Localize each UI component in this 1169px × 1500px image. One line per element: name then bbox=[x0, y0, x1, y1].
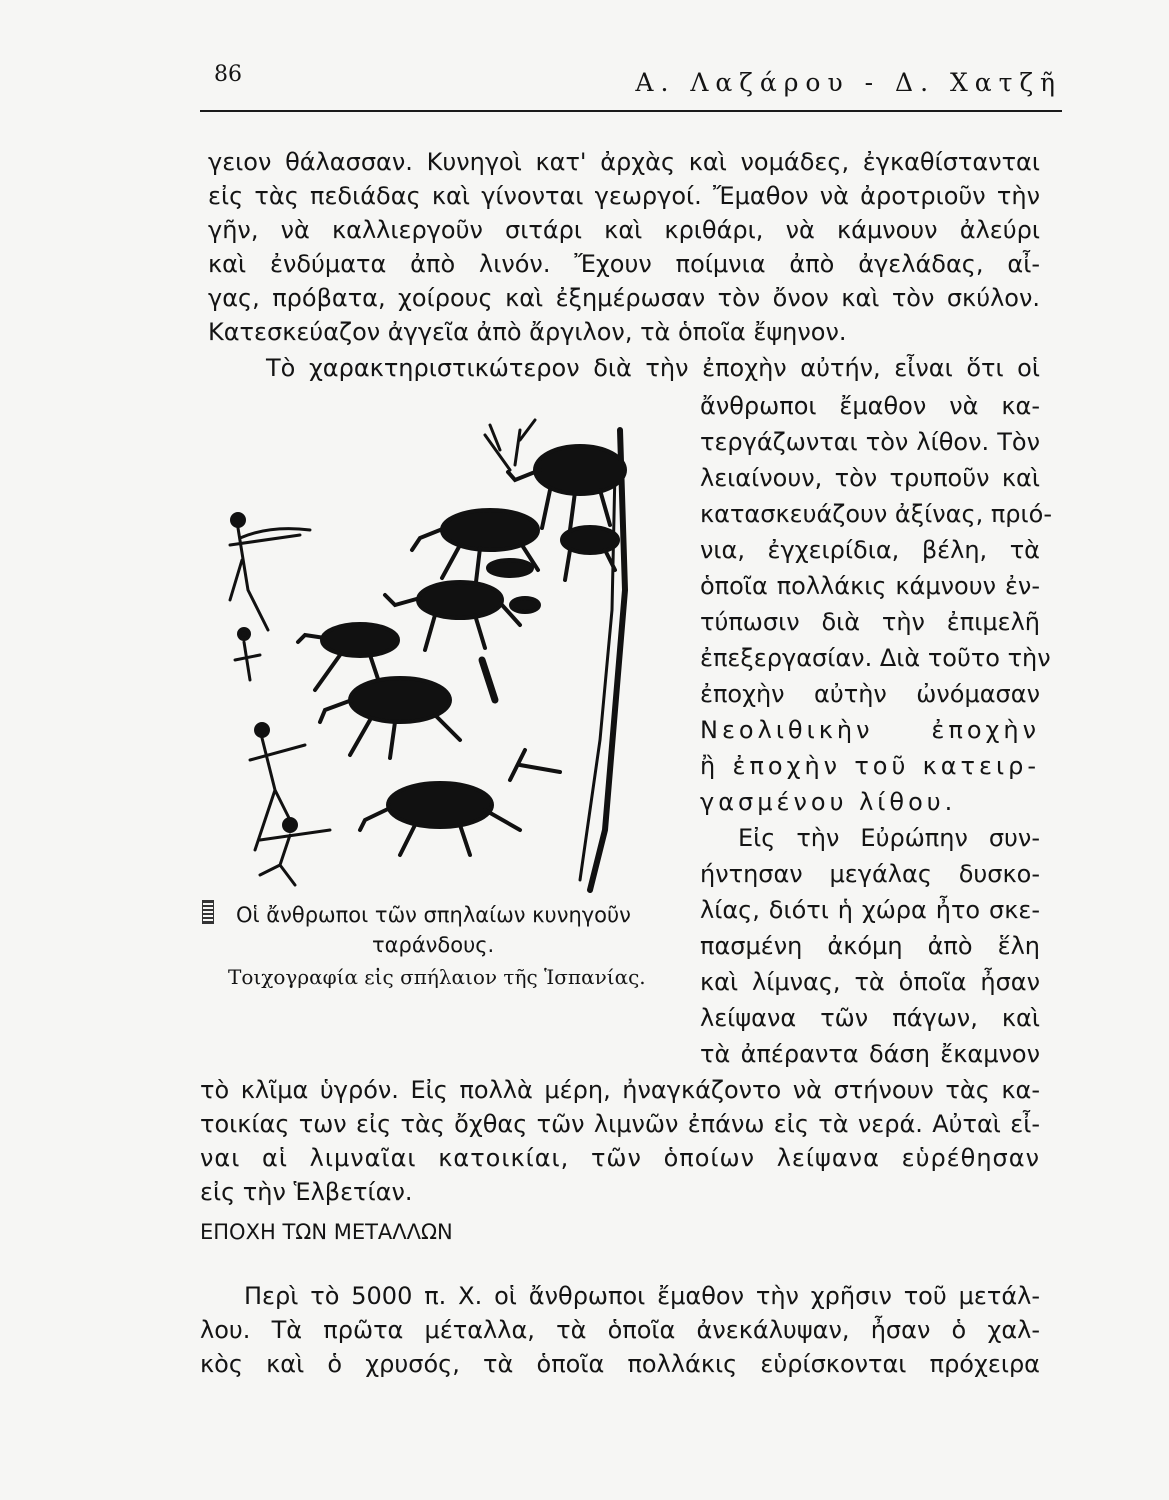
text-line: τεργάζωνται τὸν λίθον. Τὸν bbox=[700, 428, 1040, 456]
text-line: τὰ ἀπέραντα δάση ἔκαμνον bbox=[700, 1040, 1040, 1068]
text-line: γῆν, νὰ καλλιεργοῦν σιτάρι καὶ κριθάρι, νὰ κάμνουν ἀλεύρι bbox=[208, 216, 1040, 244]
reindeer-hunt-drawing bbox=[220, 410, 640, 900]
text-line: νια, ἐγχειρίδια, βέλη, τὰ bbox=[700, 536, 1040, 564]
text-line: τὸ κλῖμα ὑγρόν. Εἰς πολλὰ μέρη, ἠναγκάζοντο νὰ στήνουν τὰς κα- bbox=[200, 1076, 1040, 1104]
text-line: Τὸ χαρακτηριστικώτερον διὰ τὴν ἐποχὴν αὐτήν, εἶναι ὅτι οἱ bbox=[266, 354, 1040, 382]
text-line: τύπωσιν διὰ τὴν ἐπιμελῆ bbox=[700, 608, 1040, 636]
page-number: 86 bbox=[214, 62, 242, 87]
text-line: ἄνθρωποι ἔμαθον νὰ κα- bbox=[700, 392, 1040, 420]
text-line: καὶ ἐνδύματα ἀπὸ λινόν. Ἔχουν ποίμνια ἀπὸ ἀγελάδας, αἶ- bbox=[208, 250, 1040, 278]
text-line: Περὶ τὸ 5000 π. Χ. οἱ ἄνθρωποι ἔμαθον τὴν χρῆσιν τοῦ μετάλ- bbox=[244, 1282, 1040, 1310]
text-line: Κατεσκεύαζον ἀγγεῖα ἀπὸ ἄργιλον, τὰ ὁποῖα ἔψηνον. bbox=[208, 318, 847, 346]
text-line: κὸς καὶ ὁ χρυσός, τὰ ὁποῖα πολλάκις εὑρίσκονται πρόχειρα bbox=[200, 1350, 1040, 1378]
header-rule bbox=[200, 110, 1062, 112]
running-title: Α. Λαζάρου - Δ. Χατζῆ bbox=[635, 68, 1062, 97]
text-line: εἰς τὴν Ἑλβετίαν. bbox=[200, 1178, 413, 1206]
text-line: τοικίας των εἰς τὰς ὄχθας τῶν λιμνῶν ἐπάνω εἰς τὰ νερά. Αὐταὶ εἶ- bbox=[200, 1110, 1040, 1138]
cave-painting-illustration bbox=[220, 410, 640, 900]
text-line: γασμένου λίθου. bbox=[700, 788, 957, 816]
text-line: ναι αἱ λιμναῖαι κατοικίαι, τῶν ὁποίων λείψανα εὑρέθησαν bbox=[200, 1144, 1040, 1172]
text-line: Νεολιθικὴν ἐποχὴν bbox=[700, 716, 1040, 744]
caption-marker-icon bbox=[202, 900, 214, 924]
text-line: λειαίνουν, τὸν τρυποῦν καὶ bbox=[700, 464, 1040, 492]
text-line: εἰς τὰς πεδιάδας καὶ γίνονται γεωργοί. Ἔμαθον νὰ ἀροτριοῦν τὴν bbox=[208, 182, 1040, 210]
text-line: ήντησαν μεγάλας δυσκο- bbox=[700, 860, 1040, 888]
text-line: ὁποῖα πολλάκις κάμνουν ἐν- bbox=[700, 572, 1040, 600]
text-line: λου. Τὰ πρῶτα μέταλλα, τὰ ὁποῖα ἀνεκάλυψαν, ἦσαν ὁ χαλ- bbox=[200, 1316, 1040, 1344]
text-line: καὶ λίμνας, τὰ ὁποῖα ἦσαν bbox=[700, 968, 1040, 996]
text-line: γειον θάλασσαν. Κυνηγοὶ κατ' ἀρχὰς καὶ νομάδες, ἐγκαθίστανται bbox=[208, 148, 1040, 176]
figure-caption-line: Οἱ ἄνθρωποι τῶν σπηλαίων κυνηγοῦν bbox=[236, 903, 631, 927]
text-line: λίας, διότι ἡ χώρα ἦτο σκε- bbox=[700, 896, 1040, 924]
page-header bbox=[200, 62, 1062, 114]
figure-caption-line: ταράνδους. bbox=[372, 933, 495, 957]
section-heading: ΕΠΟΧΗ ΤΩΝ ΜΕΤΑΛΛΩΝ bbox=[200, 1220, 453, 1244]
figure-caption-source: Τοιχογραφία εἰς σπήλαιον τῆς Ἱσπανίας. bbox=[228, 965, 646, 989]
text-line: κατασκευάζουν ἀξίνας, πριό- bbox=[700, 500, 1052, 528]
text-line: πασμένη ἀκόμη ἀπὸ ἕλη bbox=[700, 932, 1040, 960]
text-line: ἐποχὴν αὐτὴν ὠνόμασαν bbox=[700, 680, 1040, 708]
text-line: ἐπεξεργασίαν. Διὰ τοῦτο τὴν bbox=[700, 644, 1051, 672]
text-line: λείψανα τῶν πάγων, καὶ bbox=[700, 1004, 1040, 1032]
text-line: γας, πρόβατα, χοίρους καὶ ἐξημέρωσαν τὸν ὄνον καὶ τὸν σκύλον. bbox=[208, 284, 1040, 312]
text-line: ἢ ἐποχὴν τοῦ κατειρ- bbox=[700, 752, 1040, 780]
text-line: Εἰς τὴν Εὐρώπην συν- bbox=[738, 824, 1040, 852]
